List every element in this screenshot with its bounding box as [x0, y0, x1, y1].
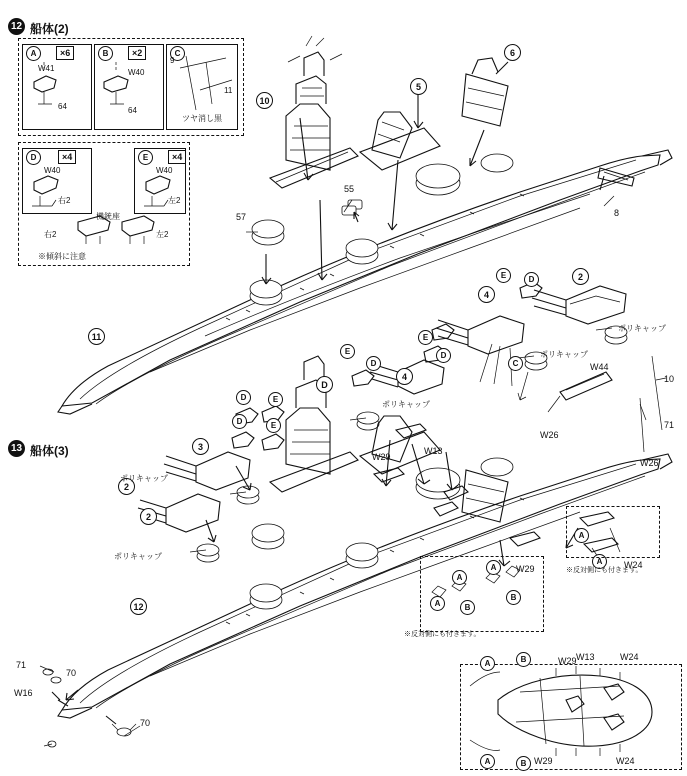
callout-a-marker-13a: A [452, 570, 467, 585]
legend-key-a: A [26, 46, 41, 61]
callout-c-marker-12: C [508, 356, 523, 371]
legend-key-b: B [98, 46, 113, 61]
legend-key-d: D [26, 150, 41, 165]
polycap-label-13b: ポリキャップ [114, 552, 162, 561]
legend-part-a: W41 [38, 64, 55, 73]
detail-a-marker-2: A [480, 754, 495, 769]
legend-base-left: 右2 [44, 230, 57, 239]
legend-qty-d: ×4 [58, 150, 76, 164]
label-71-right: 71 [664, 420, 675, 430]
note-opposite-1: ※反対側にも付きます。 [404, 631, 481, 638]
callout-e-marker-13: E [266, 418, 281, 433]
callout-2-marker-13a: 2 [140, 508, 157, 525]
legend-sub-e: 左2 [168, 196, 181, 205]
label-w16: W16 [14, 688, 33, 698]
label-w29-c: W29 [558, 656, 577, 666]
label-70-b: 70 [140, 718, 151, 728]
label-71-bow: 71 [16, 660, 27, 670]
callout-e-marker-12a: E [496, 268, 511, 283]
label-w29-b: W29 [516, 564, 535, 574]
callout-a-marker-13d: A [592, 554, 607, 569]
callout-3-marker-13: 3 [192, 438, 209, 455]
callout-55-label: 55 [344, 184, 355, 194]
label-w26-b: W26 [640, 458, 659, 468]
detail-a-marker-1: A [480, 656, 495, 671]
label-w13-a: W13 [424, 446, 443, 456]
step-number-12: 12 [8, 18, 25, 35]
legend-part-b: W40 [128, 68, 145, 77]
callout-12-marker-13: 12 [130, 598, 147, 615]
label-w29-a: W29 [372, 452, 391, 462]
callout-e-marker-12d: E [268, 392, 283, 407]
legend-note-c-9: 9 [170, 56, 175, 65]
callout-b-marker-13b: B [460, 600, 475, 615]
legend-caution: ※傾斜に注意 [38, 252, 86, 261]
detail-box-w24 [566, 506, 660, 558]
callout-d-marker-13: D [232, 414, 247, 429]
callout-a-marker-13b: A [486, 560, 501, 575]
callout-6-marker: 6 [504, 44, 521, 61]
step-number-13: 13 [8, 440, 25, 457]
callout-b-marker-13a: B [506, 590, 521, 605]
legend-qty-a: ×6 [56, 46, 74, 60]
legend-sub-a: 64 [58, 102, 67, 111]
legend-base-label: 機銃座 [96, 212, 120, 221]
callout-2-marker-13b: 2 [118, 478, 135, 495]
detail-view-box [460, 664, 682, 770]
label-w26-a: W26 [540, 430, 559, 440]
legend-note-c-black: ツヤ消し黒 [182, 114, 222, 123]
detail-box-ab [420, 556, 544, 632]
legend-key-c: C [170, 46, 185, 61]
detail-b-marker-1: B [516, 652, 531, 667]
legend-part-e: W40 [156, 166, 173, 175]
callout-e-marker-12c: E [340, 344, 355, 359]
note-opposite-2: ※反対側にも付きます。 [566, 567, 643, 574]
detail-b-marker-2: B [516, 756, 531, 771]
callout-10-marker: 10 [256, 92, 273, 109]
label-w24-a: W24 [624, 560, 643, 570]
callout-a-marker-13e: A [430, 596, 445, 611]
legend-sub-d: 右2 [58, 196, 71, 205]
callout-5-marker: 5 [410, 78, 427, 95]
label-w24-c: W24 [616, 756, 635, 766]
callout-e-marker-12b: E [418, 330, 433, 345]
callout-4-marker-12a: 4 [478, 286, 495, 303]
parts-cluster-13 [138, 424, 618, 597]
callout-d-marker-12d: D [236, 390, 251, 405]
callout-57-label: 57 [236, 212, 247, 222]
callout-d-marker-12a: D [524, 272, 539, 287]
label-w13-b: W13 [576, 652, 595, 662]
polycap-label-12a: ポリキャップ [618, 324, 666, 333]
callout-8-label: 8 [614, 208, 620, 218]
legend-part-d: W40 [44, 166, 61, 175]
step-title-12: 船体(2) [30, 22, 69, 36]
step-title-13: 船体(3) [30, 444, 69, 458]
legend-note-c-11: 11 [224, 86, 233, 95]
legend-base-right: 左2 [156, 230, 169, 239]
label-70-a: 70 [66, 668, 77, 678]
polycap-label-12c: ポリキャップ [382, 400, 430, 409]
callout-2-marker-12: 2 [572, 268, 589, 285]
label-w24-b: W24 [620, 652, 639, 662]
callout-4-marker-12b: 4 [396, 368, 413, 385]
polycap-label-12b: ポリキャップ [540, 350, 588, 359]
legend-sub-b: 64 [128, 106, 137, 115]
callout-d-marker-12c: D [366, 356, 381, 371]
callout-4-marker-12c: D [316, 376, 333, 393]
detail-label-w29: W29 [534, 756, 553, 766]
legend-qty-b: ×2 [128, 46, 146, 60]
callout-d-marker-12b: D [436, 348, 451, 363]
legend-key-e: E [138, 150, 153, 165]
callout-a-marker-13c: A [574, 528, 589, 543]
label-10-right: 10 [664, 374, 675, 384]
polycap-label-13a: ポリキャップ [120, 474, 168, 483]
legend-qty-e: ×4 [168, 150, 186, 164]
callout-11-marker: 11 [88, 328, 105, 345]
label-w44: W44 [590, 362, 609, 372]
